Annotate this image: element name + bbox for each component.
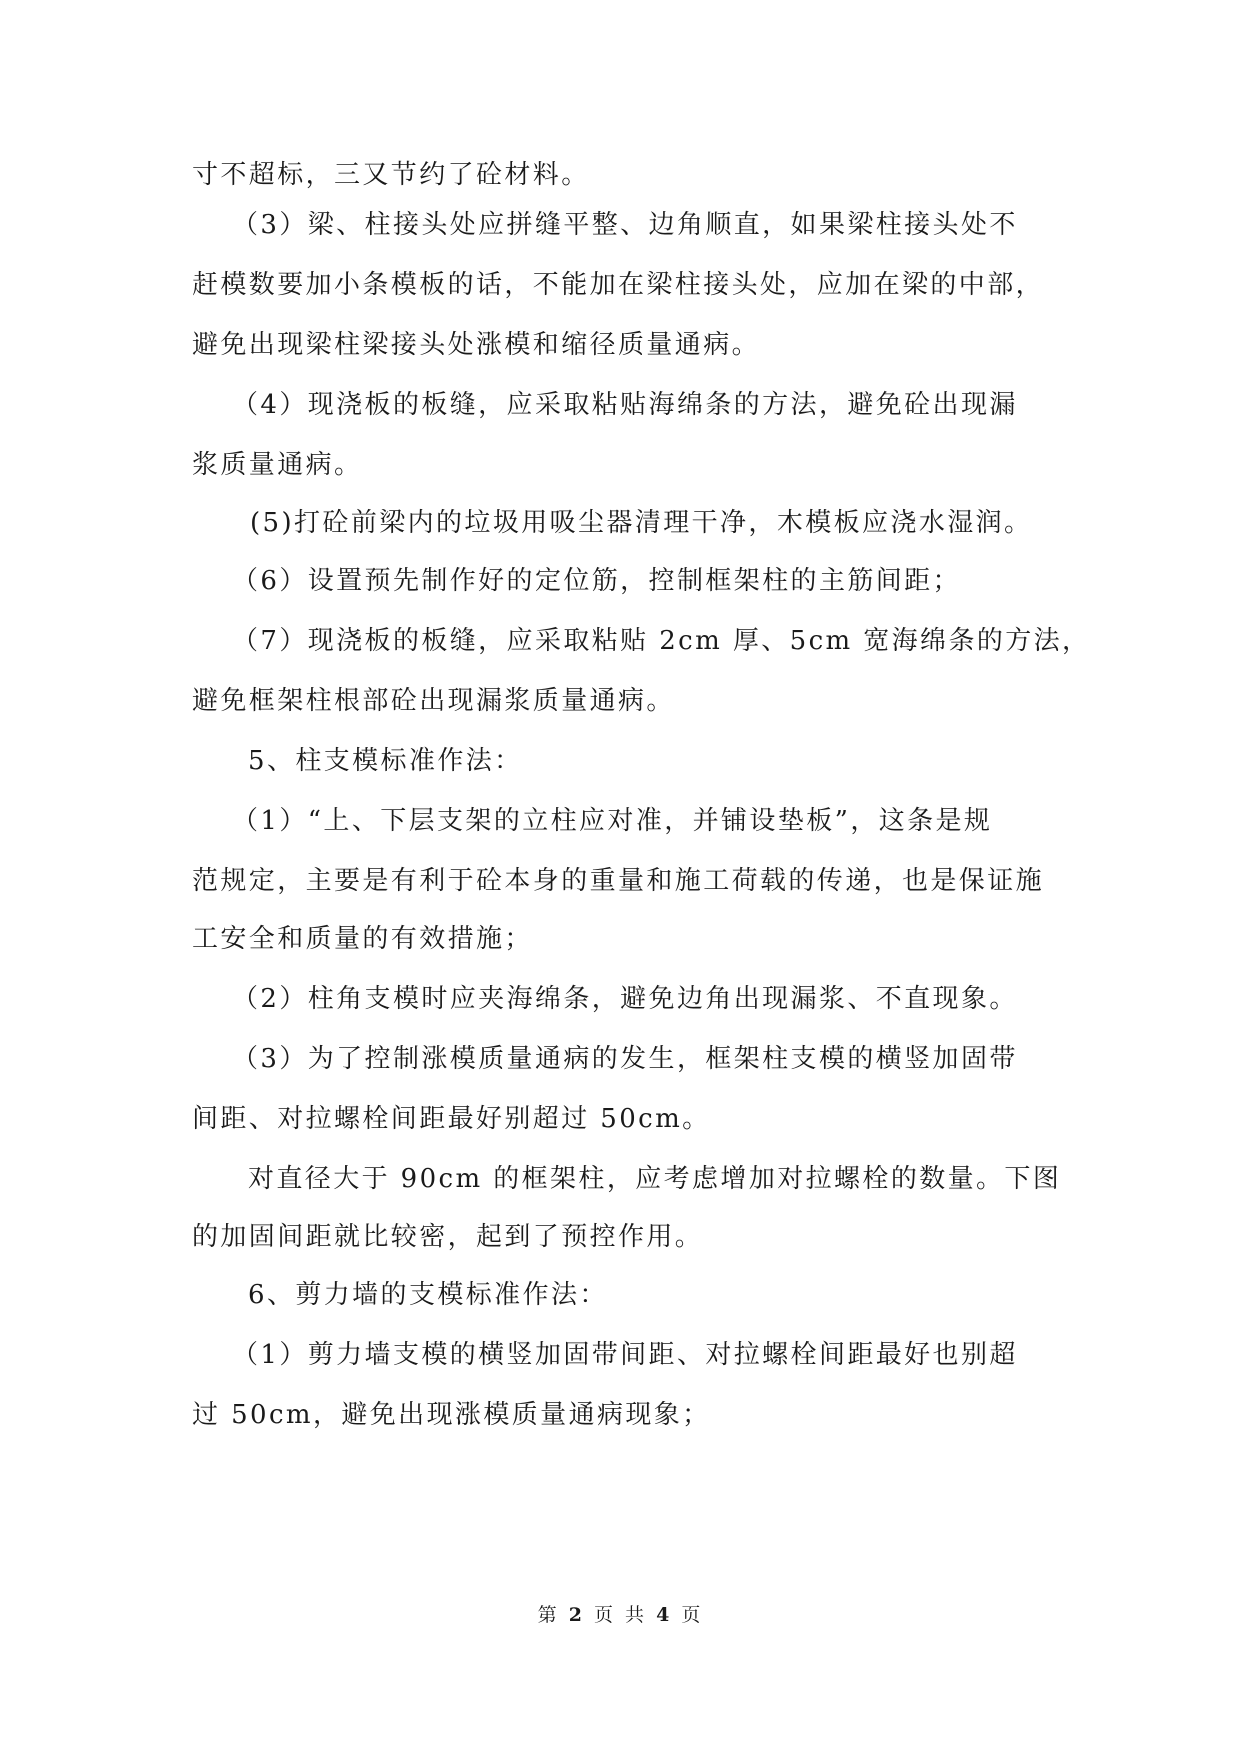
text-line: 寸不超标，三又节约了砼材料。 [192,160,590,190]
footer-prefix: 第 [537,1604,560,1626]
text-line: 对直径大于 90cm 的框架柱，应考虑增加对拉螺栓的数量。下图 [248,1164,1062,1194]
text-line: 间距、对拉螺栓间距最好别超过 50cm。 [192,1104,711,1134]
text-line: 赶模数要加小条模板的话，不能加在梁柱接头处，应加在梁的中部， [192,270,1045,300]
text-line: （6）设置预先制作好的定位筋，控制框架柱的主筋间距； [232,566,961,596]
text-line: 浆质量通病。 [192,450,363,480]
text-line: 工安全和质量的有效措施； [192,924,533,954]
text-line: （4）现浇板的板缝，应采取粘贴海绵条的方法，避免砼出现漏 [232,390,1018,420]
footer-suffix: 页 [681,1604,704,1626]
text-line: （3）为了控制涨模质量通病的发生，框架柱支模的横竖加固带 [232,1044,1018,1074]
text-line: 的加固间距就比较密，起到了预控作用。 [192,1222,704,1252]
text-line: 避免出现梁柱梁接头处涨模和缩径质量通病。 [192,330,761,360]
text-line: （7）现浇板的板缝，应采取粘贴 2cm 厚、5cm 宽海绵条的方法， [232,626,1091,656]
footer-middle: 页 共 [593,1604,648,1626]
footer-total-pages: 4 [656,1604,673,1626]
text-line: （2）柱角支模时应夹海绵条，避免边角出现漏浆、不直现象。 [232,984,1018,1014]
page-footer [0,1603,1241,1627]
text-line: (5)打砼前梁内的垃圾用吸尘器清理干净，木模板应浇水湿润。 [250,508,1033,538]
text-line: （1）“上、下层支架的立柱应对准，并铺设垫板”，这条是规 [232,806,993,836]
footer-current-page: 2 [568,1604,585,1626]
section-heading: 5、柱支模标准作法： [248,746,523,776]
text-line: （1）剪力墙支模的横竖加固带间距、对拉螺栓间距最好也别超 [232,1340,1018,1370]
text-line: 过 50cm，避免出现涨模质量通病现象； [192,1400,711,1430]
text-line: 避免框架柱根部砼出现漏浆质量通病。 [192,686,675,716]
text-line: （3）梁、柱接头处应拼缝平整、边角顺直，如果梁柱接头处不 [232,210,1018,240]
text-line: 范规定，主要是有利于砼本身的重量和施工荷载的传递，也是保证施 [192,866,1045,896]
section-heading: 6、剪力墙的支模标准作法： [248,1280,608,1310]
